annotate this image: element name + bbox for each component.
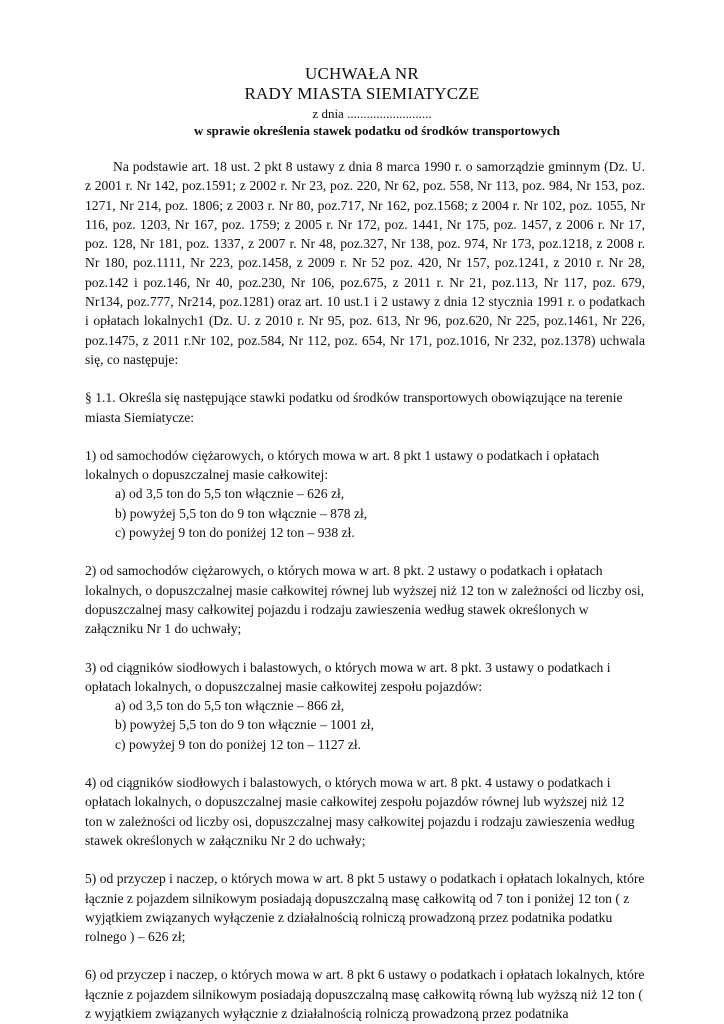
document-body	[85, 157, 645, 1023]
list-item: a) od 3,5 ton do 5,5 ton włącznie – 866 zł,	[115, 698, 345, 714]
item-3-subitems	[85, 696, 645, 754]
council-name-title: RADY MIASTA SIEMIATYCZE	[244, 84, 480, 103]
resolution-date: z dnia ..........................	[312, 106, 432, 121]
list-item: c) powyżej 9 ton do poniżej 12 ton – 938 zł.	[115, 525, 355, 541]
list-item: c) powyżej 9 ton do poniżej 12 ton – 1127 zł.	[115, 736, 362, 752]
resolution-number-title: UCHWAŁA NR	[305, 64, 419, 83]
preamble-paragraph: Na podstawie art. 18 ust. 2 pkt 8 ustawy z dnia 8 marca 1990 r. o samorządzie gminnym (Dz. U. z 2001 r. Nr 142, poz.1591; z 2002 r. Nr 23, poz. 220, Nr 62, poz. 558, Nr 113, poz. 984, Nr 153, poz. 1271, Nr 214, poz. 1806; z 2003 r. Nr 80, poz.717, Nr 162, poz.1568; z 2004 r. Nr 102, poz. 1055, Nr 116, poz. 1203, Nr 167, poz. 1759; z 2005 r. Nr 172, poz. 1441, Nr 175, poz. 1457, z 2006 r. Nr 17, poz. 128, Nr 181, poz. 1337, z 2007 r. Nr 48, poz.327, Nr 138, poz. 974, Nr 173, poz.1218, z 2008 r. Nr 180, poz.1111, Nr 223, poz.1458, z 2009 r. Nr 52 poz. 420, Nr 157, poz.1241, z 2010 r. Nr 28, poz.142 i poz.146, Nr 40, poz.230, Nr 106, poz.675, z 2011 r. Nr 21, poz.113, Nr 117, poz. 679, Nr134, poz.777, Nr214, poz.1281) oraz art. 10 ust.1 i 2 ustawy z dnia 12 stycznia 1991 r. o podatkach i opłatach lokalnych1 (Dz. U. z 2010 r. Nr 95, poz. 613, Nr 96, poz.620, Nr 225, poz.1461, Nr 226, poz.1475, z 2011 r.Nr 102, poz.584, Nr 112, poz. 654, Nr 171, poz.1016, Nr 232, poz.1378) uchwala się, co następuje:	[85, 159, 645, 367]
item-1-subitems	[85, 484, 645, 542]
item-6-text: 6) od przyczep i naczep, o których mowa w art. 8 pkt 6 ustawy o podatkach i opłatach lokalnych, które łącznie z pojazdem silnikowym posiadają dopuszczalną masę całkowitą równą lub wyższą niż 12 ton ( z wyjątkiem związanych wyłącznie z działalnością rolniczą prowadzoną przez podatnika	[85, 967, 645, 1021]
list-item: a) od 3,5 ton do 5,5 ton włącznie – 626 zł,	[115, 486, 345, 502]
item-4-text: 4) od ciągników siodłowych i balastowych, o których mowa w art. 8 pkt. 4 ustawy o podatkach i opłatach lokalnych, o dopuszczalnej masie całkowitej zespołu pojazdów równej lub wyższej niż 12 ton w zależności od liczby osi, dopuszczalnej masy całkowitej pojazdu i rodzaju zawieszenia według stawek określonych w załączniku Nr 2 do uchwały;	[85, 775, 635, 848]
section-1-intro: § 1.1. Określa się następujące stawki podatku od środków transportowych obowiązujące na terenie miasta Siemiatycze:	[85, 390, 623, 425]
item-1-text: 1) od samochodów ciężarowych, o których mowa w art. 8 pkt 1 ustawy o podatkach i opłatach lokalnych o dopuszczalnej masie całkowitej:	[85, 447, 600, 483]
list-item: b) powyżej 5,5 ton do 9 ton włącznie – 878 zł,	[115, 505, 368, 521]
item-2-text: 2) od samochodów ciężarowych, o których mowa w art. 8 pkt. 2 ustawy o podatkach i opłatach lokalnych, o dopuszczalnej masie całkowitej równej lub wyższej niż 12 ton w zależności od liczby osi, dopuszczalnej masy całkowitej pojazdu i rodzaju zawieszenia według stawek określonych w załączniku Nr 1 do uchwały;	[85, 563, 645, 637]
resolution-subject: w sprawie określenia stawek podatku od środków transportowych	[193, 123, 561, 138]
document-header	[0, 64, 724, 140]
list-item: b) powyżej 5,5 ton do 9 ton włącznie – 1001 zł,	[115, 717, 374, 733]
item-5-text: 5) od przyczep i naczep, o których mowa w art. 8 pkt 5 ustawy o podatkach i opłatach lokalnych, które łącznie z pojazdem silnikowym posiadają dopuszczalną masę całkowitą od 7 ton i poniżej 12 ton ( z wyjątkiem związanych wyłączenie z działalnością rolniczą prowadzoną przez podatnika podatku rolnego ) – 626 zł;	[85, 871, 645, 945]
item-3-text: 3) od ciągników siodłowych i balastowych, o których mowa w art. 8 pkt. 3 ustawy o podatkach i opłatach lokalnych, o dopuszczalnej masie całkowitej zespołu pojazdów:	[85, 659, 611, 694]
